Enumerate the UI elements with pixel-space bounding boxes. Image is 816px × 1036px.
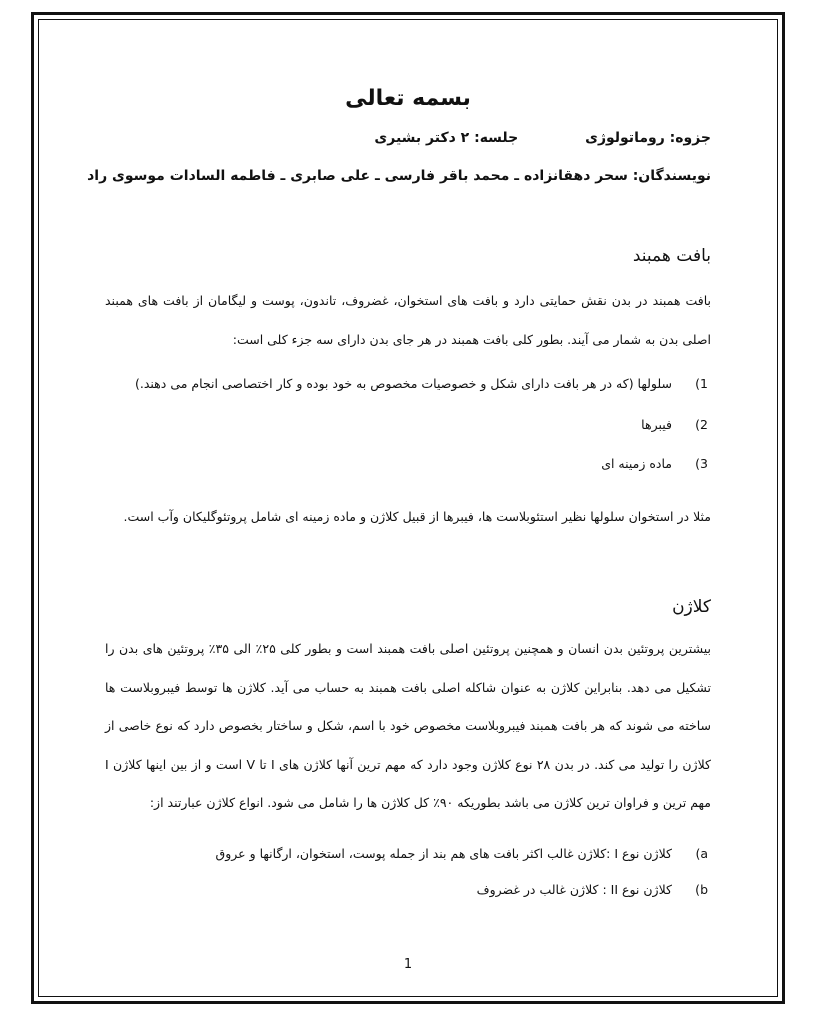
list-item-number: b) bbox=[695, 882, 708, 897]
list-item bbox=[110, 417, 708, 432]
list-item-text: کلاژن نوع I :کلاژن غالب اکثر بافت های هم بند از جمله پوست، استخوان، ارگانها و عروق bbox=[215, 846, 672, 861]
list-item-text: کلاژن نوع II : کلاژن غالب در غضروف bbox=[476, 882, 672, 897]
section-heading-connective-tissue: بافت همبند bbox=[632, 246, 711, 266]
list-item bbox=[110, 376, 708, 391]
list-item-text: سلولها (که در هر بافت دارای شکل و خصوصیات مخصوص به خود بوده و کار اختصاصی انجام می دهند.) bbox=[135, 376, 672, 391]
page-number: 1 bbox=[403, 957, 413, 972]
authors-line: نویسندگان: سحر دهقانزاده ـ محمد باقر فارسی ـ علی صابری ـ فاطمه السادات موسوی راد bbox=[87, 168, 711, 184]
list-item bbox=[110, 846, 708, 861]
paragraph-collagen: بیشترین پروتئین بدن انسان و همچنین پروتئین اصلی بافت همبند است و بطور کلی ۲۵٪ الی ۳۵٪ پروتئین های بدن را تشکیل می دهد. بنابراین کلاژن به عنوان شاکله اصلی بافت همبند به حساب می آید. کلاژن ها توسط فیبروبلاست ها ساخته می شوند که هر بافت همبند فیبروبلاست مخصوص خود با اسم، شکل و ساختار بخصوص دارد که نوع خاصی از کلاژن را تولید می کند. در بدن ۲۸ نوع کلاژن وجود دارد که مهم ترین آنها کلاژن های I تا V است و از بین اینها کلاژن I مهم ترین و فراوان ترین کلاژن می باشد بطوریکه ۹۰٪ کل کلاژن ها را شامل می شود. انواع کلاژن عبارتند از: bbox=[105, 641, 711, 810]
paragraph-connective-tissue-intro: بافت همبند در بدن نقش حمایتی دارد و بافت های استخوان، غضروف، تاندون، پوست و لیگامان از بافت های همبند اصلی بدن به شمار می آیند. بطور کلی بافت همبند در هر جای بدن دارای سه جزء کلی است: bbox=[105, 293, 711, 347]
list-item-number: 3) bbox=[695, 456, 708, 471]
course-session-line bbox=[105, 130, 711, 146]
list-item bbox=[110, 882, 708, 897]
page-title: بسمه تعالی bbox=[345, 86, 471, 111]
list-item-text: فیبرها bbox=[641, 417, 672, 432]
section-heading-collagen: کلاژن bbox=[672, 597, 711, 617]
session-info: جلسه: ۲ دکتر بشیری bbox=[374, 130, 519, 146]
list-item-number: a) bbox=[695, 846, 708, 861]
list-item-number: 2) bbox=[695, 417, 708, 432]
list-item-text: ماده زمینه ای bbox=[601, 456, 672, 471]
list-item-number: 1) bbox=[695, 376, 708, 391]
list-item bbox=[110, 456, 708, 471]
course-name: جزوه: روماتولوژی bbox=[585, 130, 711, 146]
paragraph-bone-example: مثلا در استخوان سلولها نظیر استئوبلاست ها، فیبرها از قبیل کلاژن و ماده زمینه ای شامل پروتئوگلیکان وآب است. bbox=[123, 509, 711, 524]
